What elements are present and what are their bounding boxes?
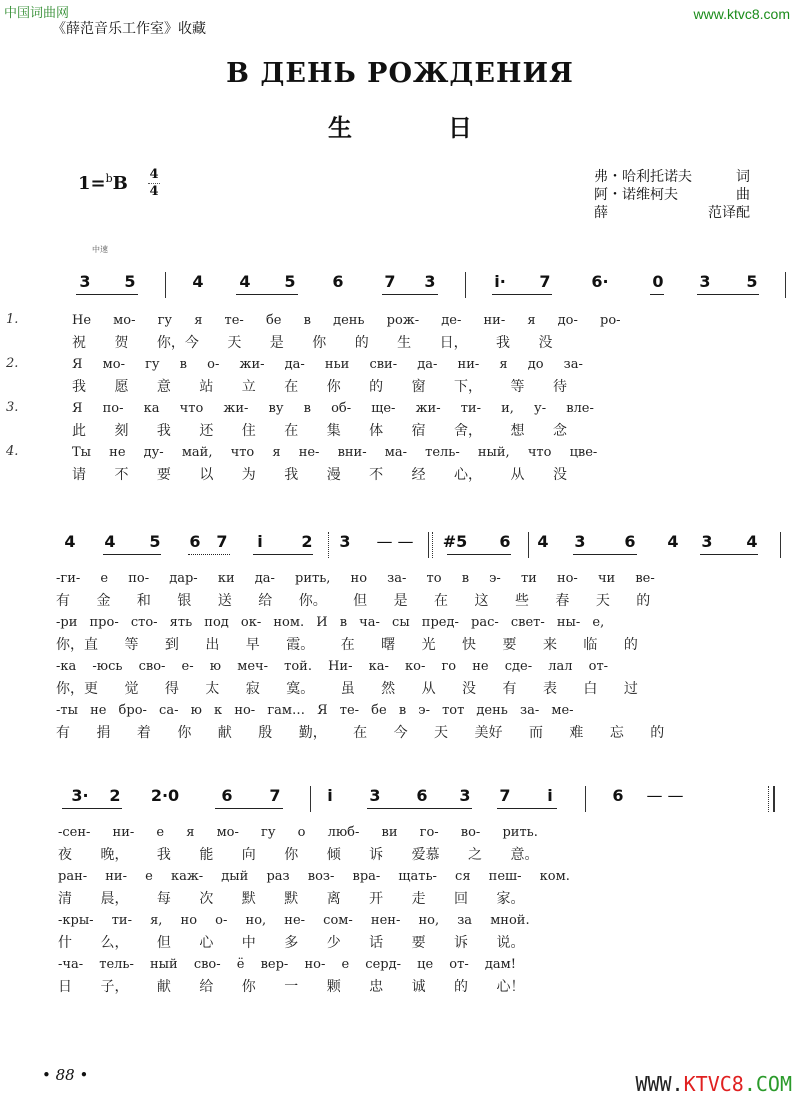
note: 5 [284, 272, 296, 291]
note: i· [494, 272, 506, 291]
lyric-line-zh: 请 不 要 以 为 我 漫 不 经 心， 从 没 [72, 467, 567, 483]
note: 7 [384, 272, 396, 291]
key-label: 1= [78, 173, 106, 194]
note: 6· [591, 272, 609, 291]
note: 3 [424, 272, 436, 291]
credit-translator [594, 204, 750, 222]
note: 2 [301, 532, 313, 551]
note: 3 [574, 532, 586, 551]
lyric-line-ru: ран- ни- е каж- дый раз воз- вра- щать- ся пеш- ком. [58, 869, 570, 884]
repeat-start [432, 532, 433, 558]
note: 5 [746, 272, 758, 291]
verse-number: 4. [6, 444, 19, 459]
title-char: 日 [448, 114, 472, 142]
note: 6 [189, 532, 201, 551]
note: 7 [499, 786, 511, 805]
note: 7 [269, 786, 281, 805]
note: 6 [612, 786, 624, 805]
bar-line [165, 272, 166, 298]
song-title-russian: В ДЕНЬ РОЖДЕНИЯ [226, 58, 574, 89]
note: 3· [71, 786, 89, 805]
watermark-part: .COM [743, 1072, 792, 1096]
bar-line [310, 786, 311, 812]
note: 6 [624, 532, 636, 551]
credit-role: 曲 [736, 187, 750, 203]
bar-line [780, 532, 781, 558]
lyric-line-ru: Не мо- гу я те- бе в день рож- де- ни- я до- ро- [72, 313, 621, 328]
note: 4 [192, 272, 204, 291]
flat-sign: b [105, 172, 113, 185]
key-signature [78, 172, 128, 194]
repeat-start [428, 532, 429, 558]
credit-lyricist [594, 168, 750, 186]
note: 4 [104, 532, 116, 551]
lyric-line-zh: 此 刻 我 还 住 在 集 体 宿 舍， 想 念 [72, 423, 567, 439]
note: 4 [667, 532, 679, 551]
lyric-line-ru: -кры- ти- я, но о- но, не- сом- нен- но, за мной. [58, 913, 530, 928]
credit-name: 薛 [594, 205, 608, 221]
lyric-line-ru: Я по- ка что жи- ву в об- ще- жи- ти- и, у- вле- [72, 401, 594, 416]
note: i [547, 786, 553, 805]
note: 3 [339, 532, 351, 551]
lyric-line-zh: 夜 晚， 我 能 向 你 倾 诉 爱慕 之 意。 [58, 847, 539, 863]
credit-name: 阿・诺维柯夫 [594, 187, 678, 203]
song-title-chinese [0, 108, 800, 143]
credit-name: 弗・哈利托诺夫 [594, 169, 692, 185]
page-number: • 88 • [42, 1066, 89, 1084]
repeat-end [773, 786, 775, 812]
note: 3 [701, 532, 713, 551]
note: 5 [149, 532, 161, 551]
lyric-line-ru: -ты не бро- са- ю к но- гам… Я те- бе в э- тот день за- ме- [56, 703, 574, 718]
notation-row-1 [0, 272, 800, 302]
lyric-line-zh: 有 捐 着 你 献 殷 勤， 在 今 天 美好 而 难 忘 的 [56, 725, 665, 741]
sustain-dash: — — [376, 532, 414, 551]
watermark-part: WWW. [635, 1072, 684, 1096]
watermark-part: KTVC8 [683, 1072, 744, 1096]
lyric-line-ru: Ты не ду- май, что я не- вни- ма- тель- ный, что цве- [72, 445, 598, 460]
lyric-line-zh: 什 么， 但 心 中 多 少 话 要 诉 说。 [58, 935, 525, 951]
credit-role: 词 [736, 169, 750, 185]
collection-note: 《薛范音乐工作室》收藏 [52, 21, 206, 37]
bar-line [328, 532, 329, 558]
note: 2 [109, 786, 121, 805]
bar-line [465, 272, 466, 298]
meter-top: 4 [149, 167, 159, 182]
note: 3 [79, 272, 91, 291]
lyrics-block-1 [72, 310, 782, 486]
bar-line [585, 786, 586, 812]
lyrics-block-3 [58, 822, 778, 998]
lyric-line-ru: Я мо- гу в о- жи- да- ньи сви- да- ни- я до за- [72, 357, 583, 372]
site-name: 中国词曲网 [4, 6, 70, 21]
note: 7 [216, 532, 228, 551]
note: 6 [332, 272, 344, 291]
note: #5 [442, 532, 468, 551]
lyric-line-ru: -ги- е по- дар- ки да- рить, но за- то в э- ти но- чи ве- [56, 571, 655, 586]
sustain-dash: — — [646, 786, 684, 805]
note: 6 [416, 786, 428, 805]
note: 4 [64, 532, 76, 551]
note: 4 [537, 532, 549, 551]
note: 4 [746, 532, 758, 551]
lyric-line-zh: 有 金 和 银 送 给 你。 但 是 在 这 些 春 天 的 [56, 593, 651, 609]
watermark-logo [635, 1072, 792, 1096]
verse-number: 2. [6, 356, 19, 371]
note: 6 [499, 532, 511, 551]
note: 3 [459, 786, 471, 805]
site-url-link[interactable]: www.ktvc8.com [693, 6, 790, 22]
repeat-end [768, 786, 769, 812]
notation-row-2 [0, 532, 800, 562]
lyric-line-ru: -сен- ни- е я мо- гу о люб- ви го- во- рить. [58, 825, 538, 840]
note: 7 [539, 272, 551, 291]
lyric-line-zh: 祝 贺 你，今 天 是 你 的 生 日， 我 没 [72, 335, 553, 351]
notation-row-3 [0, 786, 800, 816]
lyric-line-ru: -ри про- сто- ять под ок- ном. И в ча- сы пред- рас- свет- ны- е, [56, 615, 605, 630]
verse-number: 3. [6, 400, 19, 415]
lyric-line-zh: 日 子， 献 给 你 一 颗 忠 诚 的 心！ [58, 979, 525, 995]
note: 3 [369, 786, 381, 805]
lyric-line-zh: 你，更 觉 得 太 寂 寞。 虽 然 从 没 有 表 白 过 [56, 681, 638, 697]
note: i [327, 786, 333, 805]
bar-line [785, 272, 786, 298]
bar-line [528, 532, 529, 558]
verse-number: 1. [6, 312, 19, 327]
note: 5 [124, 272, 136, 291]
note: i [257, 532, 263, 551]
tempo-marking: 中速 [92, 245, 108, 254]
lyric-line-zh: 清 晨， 每 次 默 默 离 开 走 回 家。 [58, 891, 525, 907]
credit-composer [594, 186, 750, 204]
note: 2·0 [150, 786, 180, 805]
credit-role: 范译配 [708, 205, 750, 221]
note: 0 [652, 272, 664, 291]
credits [594, 168, 750, 222]
note: 4 [239, 272, 251, 291]
lyric-line-ru: -ка -юсь сво- е- ю меч- той. Ни- ка- ко- го не сде- лал от- [56, 659, 609, 674]
key-note: B [112, 173, 128, 194]
note: 3 [699, 272, 711, 291]
note: 6 [221, 786, 233, 805]
title-char: 生 [328, 114, 352, 142]
lyrics-block-2 [56, 568, 786, 744]
lyric-line-ru: -ча- тель- ный сво- ё вер- но- е серд- це от- дам! [58, 957, 516, 972]
time-signature [148, 168, 160, 199]
lyric-line-zh: 你，直 等 到 出 早 霞。 在 曙 光 快 要 来 临 的 [56, 637, 638, 653]
meter-bottom: 4 [149, 184, 159, 199]
lyric-line-zh: 我 愿 意 站 立 在 你 的 窗 下， 等 待 [72, 379, 567, 395]
